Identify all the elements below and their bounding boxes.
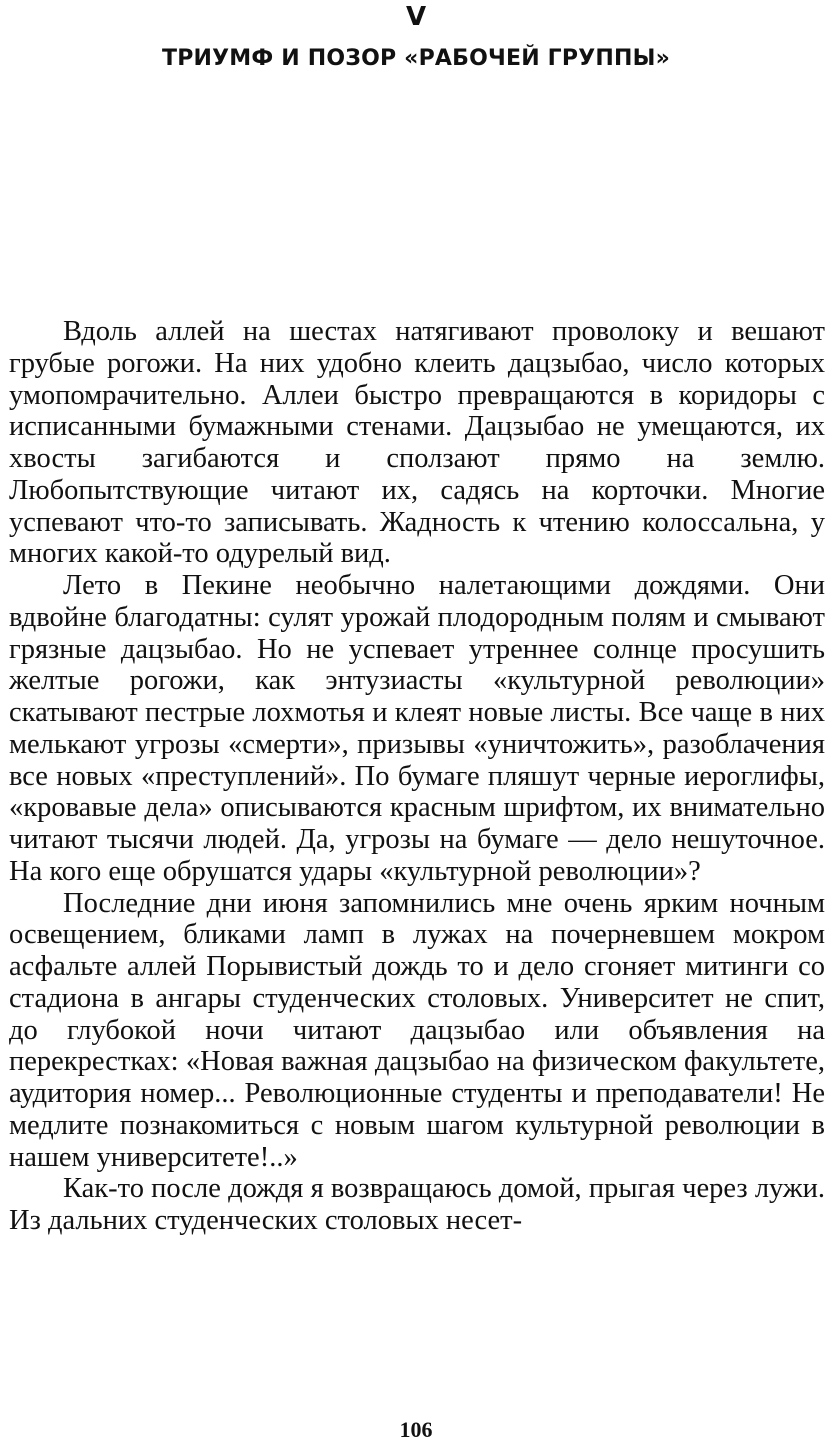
paragraph: Лето в Пекине необычно налетающими дождями. Они вдвойне благодатны: сулят урожай плодородным полям и смывают грязные дацзыбао. Но не успевает утреннее солнце просушить желтые рогожи, как энтузиасты «культурной революции» скатывают пестрые лохмотья и клеят новые листы. Все чаще в них мелькают угрозы «смерти», призывы «уничтожить», разоблачения все новых «преступлений». По бумаге пляшут черные иероглифы, «кровавые дела» описываются красным шрифтом, их внимательно читают тысячи людей. Да, угрозы на бумаге — дело нешуточное. На кого еще обрушатся удары «культурной революции»?: [9, 570, 825, 887]
paragraph: Вдоль аллей на шестах натягивают проволоку и вешают грубые рогожи. На них удобно клеить дацзыбао, число которых умопомрачительно. Аллеи быстро превращаются в коридоры с исписанными бумажными стенами. Дацзыбао не умещаются, их хвосты загибаются и сползают прямо на землю. Любопытствующие читают их, садясь на корточки. Многие успевают что-то записывать. Жадность к чтению колоссальна, у многих какой-то одурелый вид.: [9, 316, 825, 570]
paragraph: Последние дни июня запомнились мне очень ярким ночным освещением, бликами ламп в лужах на почерневшем мокром асфальте аллей Порывистый дождь то и дело сгоняет митинги со стадиона в ангары студенческих столовых. Университет не спит, до глубокой ночи читают дацзыбао или объявления на перекрестках: «Новая важная дацзыбао на физическом факультете, аудитория номер... Революционные студенты и преподаватели! Не медлите познакомиться с новым шагом культурной революции в нашем университете!..»: [9, 887, 825, 1173]
chapter-title: ТРИУМФ И ПОЗОР «РАБОЧЕЙ ГРУППЫ»: [161, 46, 671, 71]
paragraph: Как-то после дождя я возвращаюсь домой, прыгая через лужи. Из дальних студенческих столовых несет-: [9, 1173, 825, 1236]
page-number: 106: [399, 1417, 433, 1442]
chapter-numeral: V: [405, 2, 427, 32]
body-text: [9, 316, 825, 1237]
